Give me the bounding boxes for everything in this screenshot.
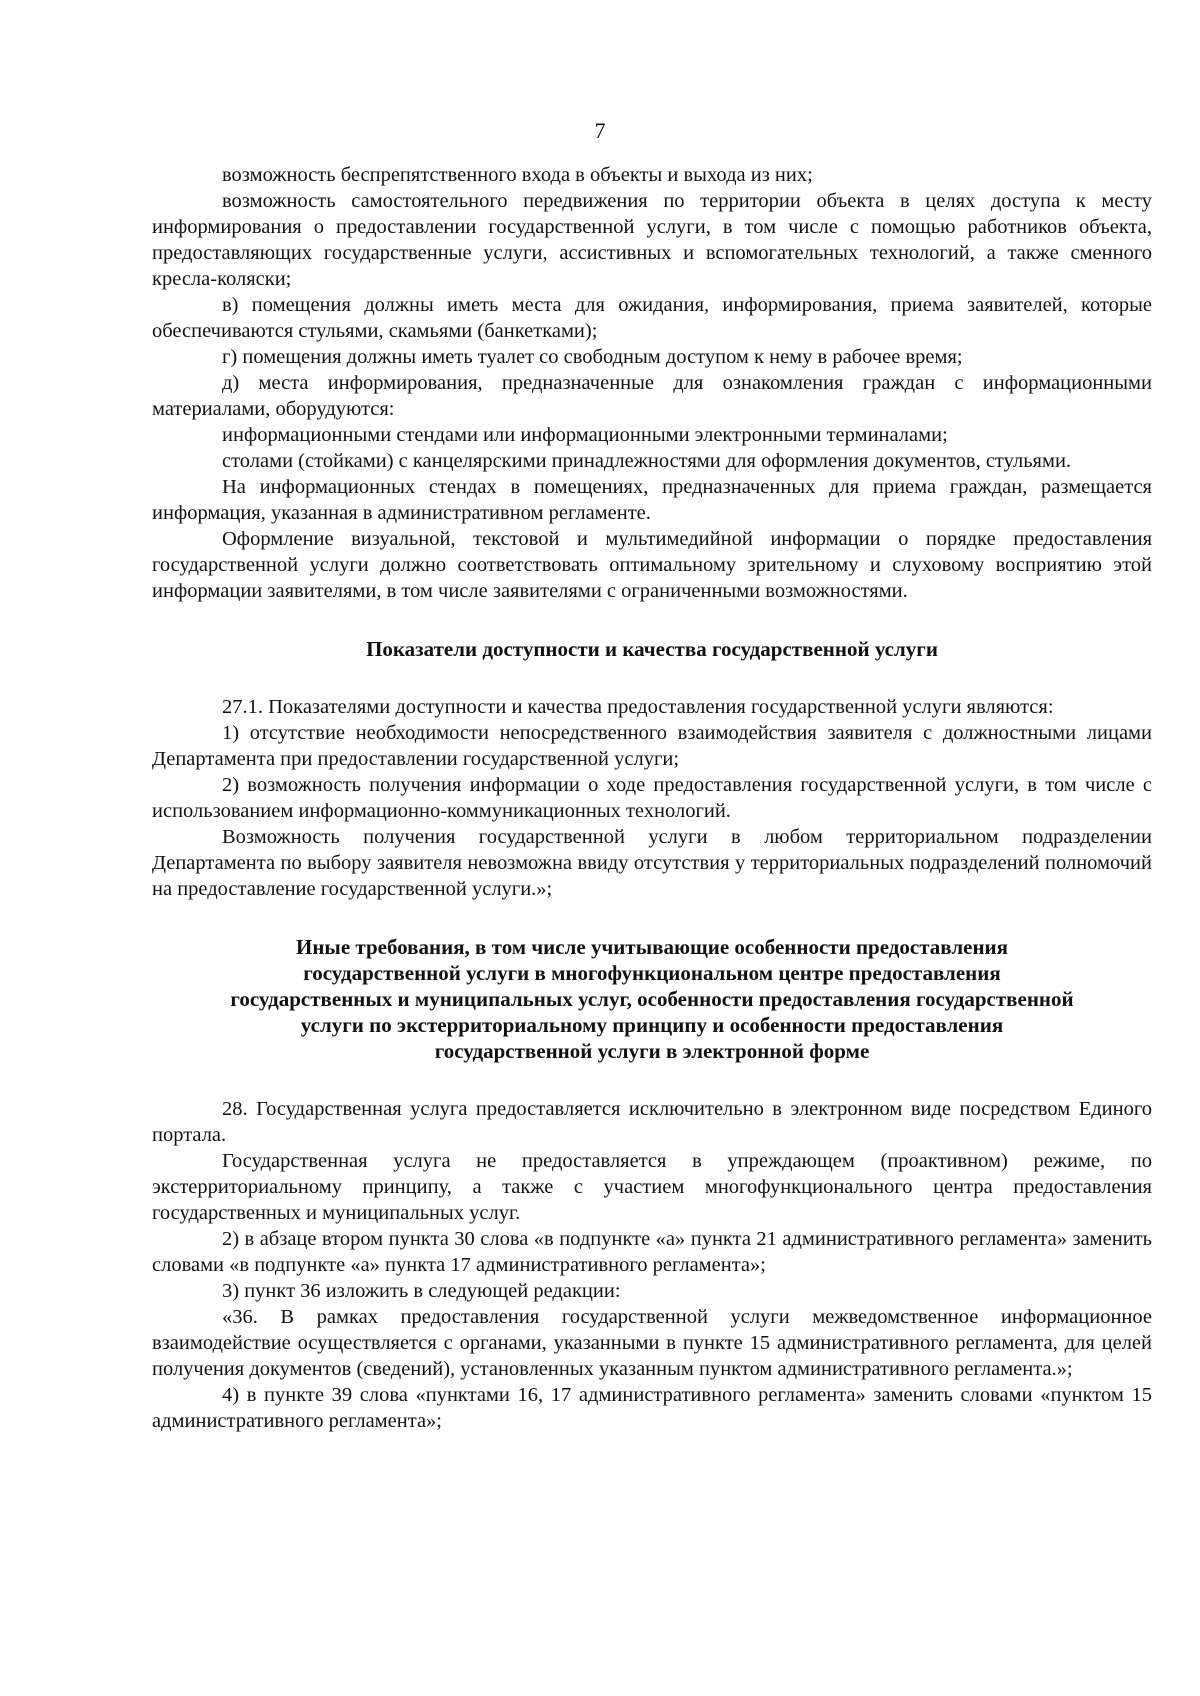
paragraph: 2) в абзаце втором пункта 30 слова «в подпункте «а» пункта 21 административного регламента» заменить словами «в подпункте «а» пункта 17 административного регламента»; <box>152 1228 1152 1276</box>
paragraph: 4) в пункте 39 слова «пунктами 16, 17 административного регламента» заменить словами «пунктом 15 административного регламента»; <box>152 1384 1152 1432</box>
section-heading-accessibility: Показатели доступности и качества государственной услуги <box>366 637 938 661</box>
paragraph: г) помещения должны иметь туалет со свободным доступом к нему в рабочее время; <box>222 346 963 368</box>
paragraph: возможность беспрепятственного входа в объекты и выхода из них; <box>222 164 813 186</box>
paragraph: д) места информирования, предназначенные для ознакомления граждан с информационными материалами, оборудуются: <box>152 372 1152 420</box>
paragraph: в) помещения должны иметь места для ожидания, информирования, приема заявителей, которые обеспечиваются стульями, скамьями (банкетками); <box>152 294 1152 342</box>
heading-line: государственных и муниципальных услуг, особенности предоставления государственной <box>230 987 1074 1011</box>
paragraph: 28. Государственная услуга предоставляется исключительно в электронном виде посредством Единого портала. <box>152 1098 1152 1146</box>
paragraph: информационными стендами или информационными электронными терминалами; <box>222 424 948 446</box>
paragraph: 27.1. Показателями доступности и качества предоставления государственной услуги являются: <box>222 696 1054 718</box>
heading-line: государственной услуги в электронной форме <box>434 1039 870 1063</box>
section-heading-other-requirements <box>152 934 1152 1064</box>
paragraph: На информационных стендах в помещениях, предназначенных для приема граждан, размещается информация, указанная в административном регламенте. <box>152 476 1152 524</box>
page-number: 7 <box>594 118 606 143</box>
document-body <box>152 162 1152 1434</box>
paragraph: Оформление визуальной, текстовой и мультимедийной информации о порядке предоставления государственной услуги должно соответствовать оптимальному зрительному и слуховому восприятию этой информации заявителями, в том числе заявителями с ограниченными возможностями. <box>152 528 1152 602</box>
paragraph: Возможность получения государственной услуги в любом территориальном подразделении Департамента по выбору заявителя невозможна ввиду отсутствия у территориальных подразделений полномочий на предоставление государственной услуги.»; <box>152 826 1152 900</box>
heading-line: государственной услуги в многофункциональном центре предоставления <box>303 961 1001 985</box>
paragraph: столами (стойками) с канцелярскими принадлежностями для оформления документов, стульями. <box>222 450 1072 472</box>
paragraph: 1) отсутствие необходимости непосредственного взаимодействия заявителя с должностными лицами Департамента при предоставлении государственной услуги; <box>152 722 1152 770</box>
paragraph: Государственная услуга не предоставляется в упреждающем (проактивном) режиме, по экстерриториальному принципу, а также с участием многофункционального центра предоставления государственных и муниципальных услуг. <box>152 1150 1152 1224</box>
paragraph: «36. В рамках предоставления государственной услуги межведомственное информационное взаимодействие осуществляется с органами, указанными в пункте 15 административного регламента, для целей получения документов (сведений), установленных указанным пунктом административного регламента.»; <box>152 1306 1152 1380</box>
heading-line: услуги по экстерриториальному принципу и особенности предоставления <box>300 1013 1004 1037</box>
paragraph: 2) возможность получения информации о ходе предоставления государственной услуги, в том числе с использованием информационно-коммуникационных технологий. <box>152 774 1152 822</box>
paragraph: возможность самостоятельного передвижения по территории объекта в целях доступа к месту информирования о предоставлении государственной услуги, в том числе с помощью работников объекта, предоставляющих государственные услуги, ассистивных и вспомогательных технологий, а также сменного кресла-коляски; <box>152 190 1152 290</box>
heading-line: Иные требования, в том числе учитывающие особенности предоставления <box>295 935 1009 959</box>
paragraph: 3) пункт 36 изложить в следующей редакции: <box>222 1280 621 1302</box>
